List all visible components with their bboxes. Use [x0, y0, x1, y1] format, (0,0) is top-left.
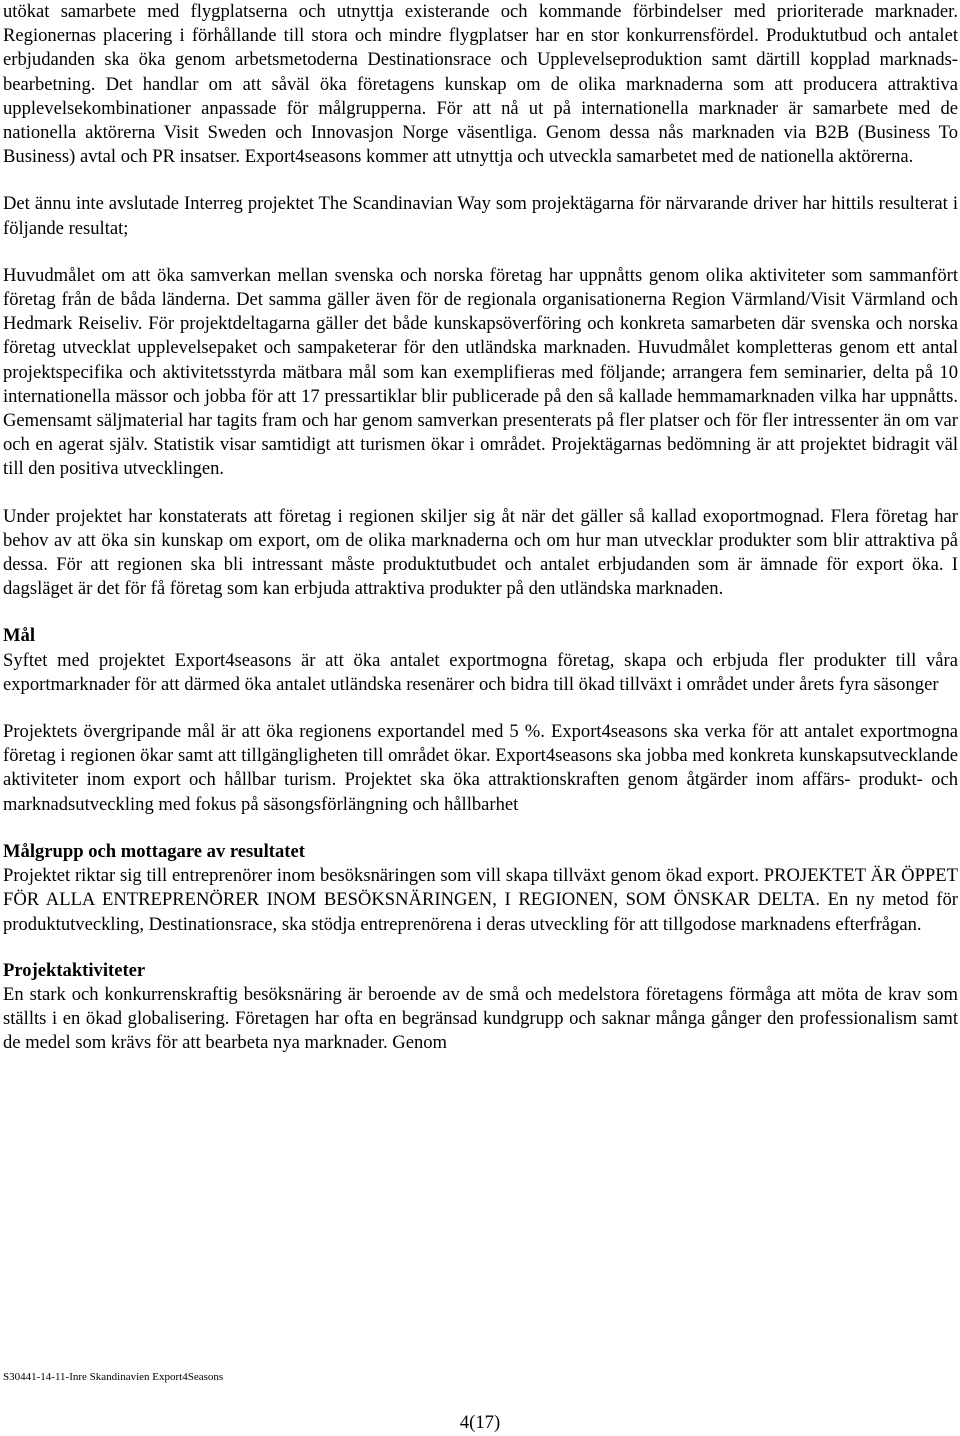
page-number: 4(17) [459, 1412, 501, 1433]
document-page [3, 0, 958, 1056]
paragraph-overall-goal: Projektets övergripande mål är att öka regionens exportandel med 5 %. Export4seasons ska verka för att antalet exportmogna företag i regionen ökar samt att tillgängligheten till området ökar. Export4seasons ska jobba med konkreta kunskapsutvecklande aktiviteter inom export och hållbar turism. Projektet ska öka attraktionskraften genom åtgärder inom affärs- produkt- och marknadsutveckling med fokus på säsongsförlängning och hållbarhet [3, 721, 958, 815]
heading-projektaktiviteter: Projektaktiviteter [3, 959, 146, 981]
paragraph-scandinavian-way: Det ännu inte avslutade Interreg projektet The Scandinavian Way som projektägarna för närvarande driver har hittils resulterat i följande resultat; [3, 193, 958, 239]
heading-mal: Mål [3, 625, 36, 647]
heading-malgrupp: Målgrupp och mottagare av resultatet [3, 840, 305, 862]
paragraph-activities: En stark och konkurrenskraftig besöksnäring är beroende av de små och medelstora företagens förmåga att möta de krav som ställts i en ökad globalisering. Företagen har ofta en begränsad kundgrupp och saknar många gånger den professionalism samt de medel som krävs för att bearbeta nya marknader. Genom [3, 983, 958, 1054]
paragraph-purpose: Syftet med projektet Export4seasons är att öka antalet exportmogna företag, skapa och erbjuda fler produkter till våra exportmarknader för att därmed öka antalet utländska resenärer och bidra till ökad tillväxt i området under årets fyra säsonger [3, 649, 958, 695]
footer-reference: S30441-14-11-Inre Skandinavien Export4Seasons [3, 1371, 224, 1383]
paragraph-results: Huvudmålet om att öka samverkan mellan svenska och norska företag har uppnåtts genom olika aktiviteter som sammanfört företag från de båda länderna. Det samma gäller även för de regionala organisationerna Region Värmland/Visit Värmland och Hedmark Reiseliv. För projektdeltagarna gäller det både kunskapsöverföring och konkreta samarbeten där svenska och norska företag utvecklat upplevelsepaket och sampaketerar för den utländska marknaden. Huvudmålet kompletteras genom ett antal projektspecifika och aktivitetsstyrda mätbara mål som kan exemplifieras med följande; arrangera fem seminarier, delta på 10 internationella mässor och jobba för att 17 pressartiklar blir publicerade på den så kallade hemmamarknaden vilka har uppnåtts. Gemensamt säljmaterial har tagits fram och har genom samverkan presenterats på fler platser och för fler intressenter än om var och en agerat själv. Statistik visar samtidigt att turismen ökar i området. Projektägarnas bedömning är att projektet bidragit väl till den positiva utvecklingen. [3, 264, 958, 480]
paragraph-export-maturity: Under projektet har konstaterats att företag i regionen skiljer sig åt när det gäller så kallad exoportmognad. Flera företag har behov av att öka sin kunskap om export, om de olika marknaderna och om hur man utvecklar produkter som blir attraktiva på dessa. För att regionen ska bli intressant måste produktutbudet och antalet erbjudanden som är ämnade för export öka. I dagsläget är det för få företag som kan erbjuda attraktiva produkter på den utländska marknaden. [3, 505, 958, 600]
paragraph-target-group: Projektet riktar sig till entreprenörer inom besöksnäringen som vill skapa tillväxt genom ökad export. PROJEKTET ÄR ÖPPET FÖR ALLA ENTREPRENÖRER INOM BESÖKSNÄRINGEN, I REGIONEN, SOM ÖNSKAR DELTA. En ny metod för produktutveckling, Destinationsrace, ska stödja entreprenörena i deras utveckling för att tillgodose marknadens efterfrågan. [3, 865, 958, 935]
paragraph-intro-continuation: utökat samarbete med flygplatserna och utnyttja existerande och kommande förbindelser med prioriterade marknader. Regionernas placering i förhållande till stora och mindre flygplatser har en stor konkurrensfördel. Produktutbud och antalet erbjudanden ska öka genom arbetsmetoderna Destinationsrace och Upplevelseproduktion samt därtill kopplad marknads-bearbetning. Det handlar om att såväl öka företagens kunskap om de olika marknaderna som att producera attraktiva upplevelsekombinationer anpassade för målgrupperna. För att nå ut på internationella marknader är samarbete med de nationella aktörerna Visit Sweden och Innovasjon Norge väsentliga. Genom dessa nås marknaden via B2B (Business To Business) avtal och PR insatser. Export4seasons kommer att utnyttja och utveckla samarbetet med de nationella aktörerna. [3, 1, 958, 168]
